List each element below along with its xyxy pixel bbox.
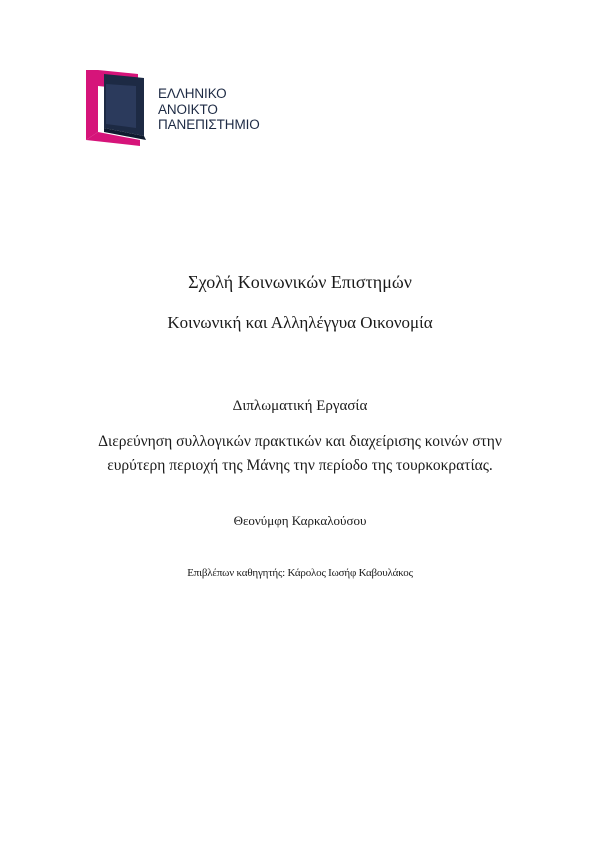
thesis-title-line-2: ευρύτερη περιοχή της Μάνης την περίοδο της τουρκοκρατίας. [107, 457, 493, 474]
supervisor: Επιβλέπων καθηγητής: Κάρολος Ιωσήφ Καβουλάκος [187, 567, 413, 579]
program-name: Κοινωνική και Αλληλέγγυα Οικονομία [167, 313, 433, 332]
logo-line-3: ΠΑΝΕΠΙΣΤΗΜΙΟ [158, 117, 260, 132]
logo-book-icon [86, 70, 154, 146]
logo-wordmark [158, 86, 260, 133]
logo-line-1: ΕΛΛΗΝΙΚΟ [158, 86, 227, 101]
thesis-title [0, 430, 600, 478]
thesis-label: Διπλωματική Εργασία [232, 398, 368, 414]
university-logo [86, 70, 286, 146]
thesis-title-line-1: Διερεύνηση συλλογικών πρακτικών και διαχείρισης κοινών στην [98, 433, 502, 450]
logo-line-2: ΑΝΟΙΚΤΟ [158, 101, 218, 117]
author-name: Θεονύμφη Καρκαλούσου [233, 513, 367, 528]
school-name: Σχολή Κοινωνικών Επιστημών [188, 272, 412, 292]
